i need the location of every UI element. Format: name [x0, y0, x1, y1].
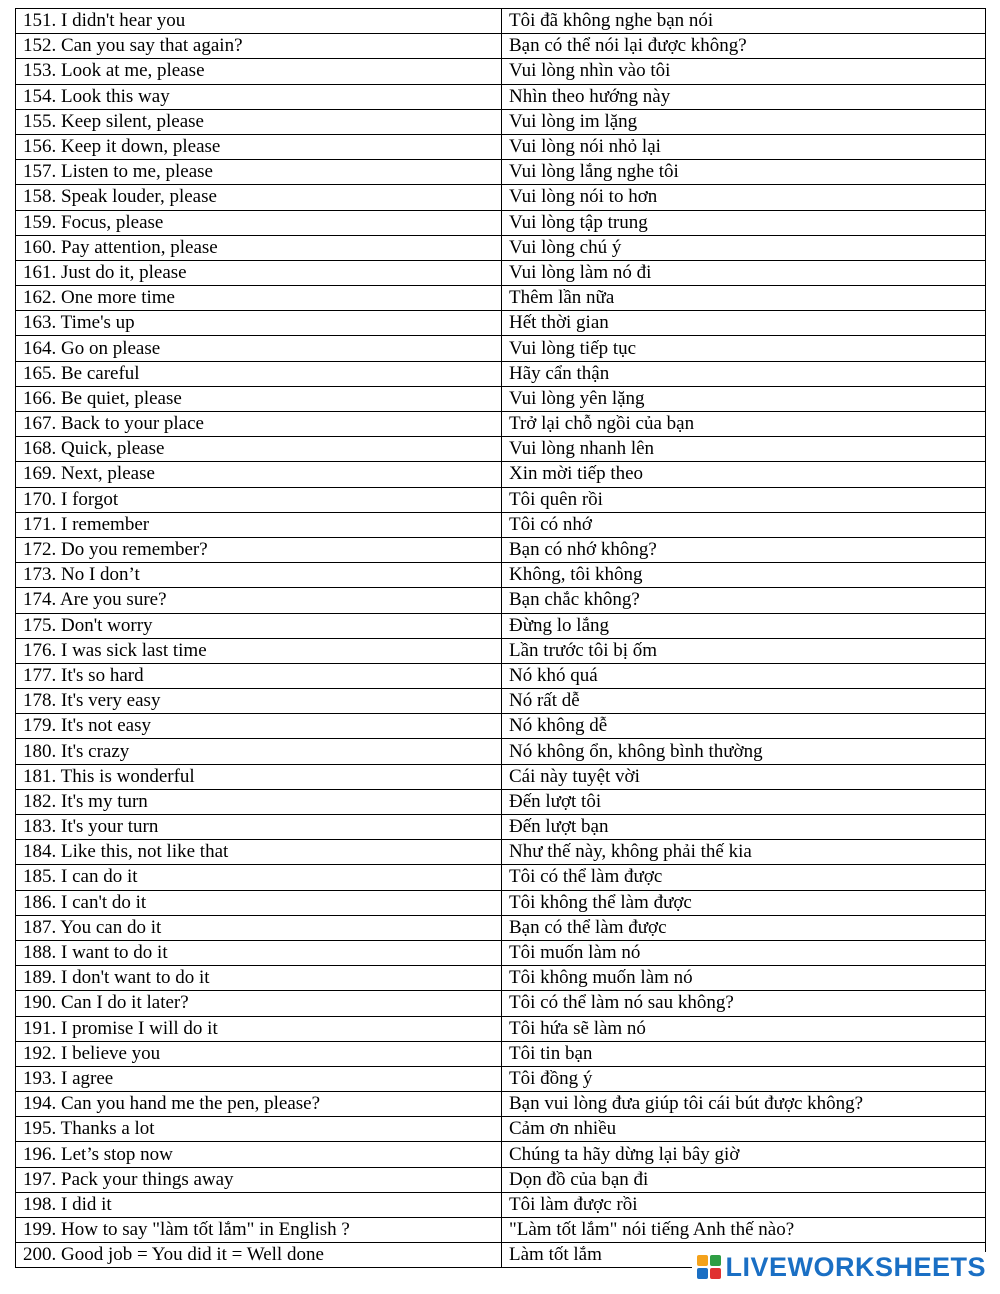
english-phrase: 167. Back to your place — [16, 412, 502, 437]
english-phrase: 185. I can do it — [16, 865, 502, 890]
table-row — [16, 1117, 986, 1142]
vietnamese-translation: Tôi không muốn làm nó — [502, 966, 986, 991]
english-phrase: 196. Let’s stop now — [16, 1142, 502, 1167]
english-phrase: 155. Keep silent, please — [16, 109, 502, 134]
table-row — [16, 109, 986, 134]
vietnamese-translation: Nó rất dễ — [502, 689, 986, 714]
vietnamese-translation: Tôi đồng ý — [502, 1066, 986, 1091]
table-row — [16, 1142, 986, 1167]
table-row — [16, 160, 986, 185]
liveworksheets-logo — [692, 1252, 986, 1282]
vietnamese-translation: Thêm lần nữa — [502, 286, 986, 311]
english-phrase: 182. It's my turn — [16, 789, 502, 814]
english-phrase: 165. Be careful — [16, 361, 502, 386]
table-row — [16, 311, 986, 336]
vietnamese-translation: Vui lòng im lặng — [502, 109, 986, 134]
vietnamese-translation: Vui lòng tập trung — [502, 210, 986, 235]
vietnamese-translation: Tôi có thể làm nó sau không? — [502, 991, 986, 1016]
english-phrase: 189. I don't want to do it — [16, 966, 502, 991]
vietnamese-translation: Tôi đã không nghe bạn nói — [502, 9, 986, 34]
vietnamese-translation: Trở lại chỗ ngồi của bạn — [502, 412, 986, 437]
table-row — [16, 210, 986, 235]
table-row — [16, 915, 986, 940]
table-row — [16, 563, 986, 588]
table-row — [16, 789, 986, 814]
english-phrase: 190. Can I do it later? — [16, 991, 502, 1016]
liveworksheets-logo-text: LIVEWORKSHEETS — [725, 1252, 986, 1282]
english-phrase: 186. I can't do it — [16, 890, 502, 915]
english-phrase: 179. It's not easy — [16, 714, 502, 739]
table-row — [16, 739, 986, 764]
vietnamese-translation: Làm tốt lắm — [502, 1243, 986, 1268]
english-phrase: 160. Pay attention, please — [16, 235, 502, 260]
table-row — [16, 689, 986, 714]
english-phrase: 161. Just do it, please — [16, 260, 502, 285]
table-row — [16, 34, 986, 59]
table-row — [16, 890, 986, 915]
english-phrase: 191. I promise I will do it — [16, 1016, 502, 1041]
table-row — [16, 462, 986, 487]
vietnamese-translation: Nó không dễ — [502, 714, 986, 739]
vietnamese-translation: Nhìn theo hướng này — [502, 84, 986, 109]
liveworksheets-logo-icon — [696, 1254, 722, 1280]
vietnamese-translation: Tôi tin bạn — [502, 1041, 986, 1066]
table-row — [16, 940, 986, 965]
table-row — [16, 966, 986, 991]
table-row — [16, 286, 986, 311]
vietnamese-translation: Tôi không thể làm được — [502, 890, 986, 915]
table-row — [16, 260, 986, 285]
vietnamese-translation: Tôi có thể làm được — [502, 865, 986, 890]
english-phrase: 184. Like this, not like that — [16, 840, 502, 865]
english-phrase: 181. This is wonderful — [16, 764, 502, 789]
table-row — [16, 815, 986, 840]
vietnamese-translation: Cái này tuyệt vời — [502, 764, 986, 789]
table-row — [16, 185, 986, 210]
vietnamese-translation: Hãy cẩn thận — [502, 361, 986, 386]
table-row — [16, 487, 986, 512]
vietnamese-translation: Bạn có thể làm được — [502, 915, 986, 940]
vietnamese-translation: Tôi có nhớ — [502, 512, 986, 537]
vietnamese-translation: Tôi quên rồi — [502, 487, 986, 512]
table-row — [16, 386, 986, 411]
english-phrase: 178. It's very easy — [16, 689, 502, 714]
vietnamese-translation: Vui lòng làm nó đi — [502, 260, 986, 285]
vietnamese-translation: Bạn có thể nói lại được không? — [502, 34, 986, 59]
table-row — [16, 613, 986, 638]
english-phrase: 152. Can you say that again? — [16, 34, 502, 59]
vietnamese-translation: Xin mời tiếp theo — [502, 462, 986, 487]
english-phrase: 177. It's so hard — [16, 663, 502, 688]
vietnamese-translation: Vui lòng nhìn vào tôi — [502, 59, 986, 84]
english-phrase: 192. I believe you — [16, 1041, 502, 1066]
vietnamese-translation: Vui lòng nói nhỏ lại — [502, 134, 986, 159]
english-phrase: 157. Listen to me, please — [16, 160, 502, 185]
table-row — [16, 1218, 986, 1243]
table-row — [16, 9, 986, 34]
vietnamese-translation: Đến lượt bạn — [502, 815, 986, 840]
vietnamese-translation: Vui lòng tiếp tục — [502, 336, 986, 361]
table-row — [16, 1016, 986, 1041]
table-row — [16, 714, 986, 739]
english-phrase: 162. One more time — [16, 286, 502, 311]
english-phrase: 169. Next, please — [16, 462, 502, 487]
english-phrase: 164. Go on please — [16, 336, 502, 361]
vietnamese-translation: Vui lòng lắng nghe tôi — [502, 160, 986, 185]
vietnamese-translation: Vui lòng chú ý — [502, 235, 986, 260]
english-phrase: 180. It's crazy — [16, 739, 502, 764]
english-phrase: 175. Don't worry — [16, 613, 502, 638]
vietnamese-translation: Bạn chắc không? — [502, 588, 986, 613]
english-phrase: 153. Look at me, please — [16, 59, 502, 84]
table-row — [16, 537, 986, 562]
english-phrase: 195. Thanks a lot — [16, 1117, 502, 1142]
english-phrase: 159. Focus, please — [16, 210, 502, 235]
table-row — [16, 412, 986, 437]
english-phrase: 171. I remember — [16, 512, 502, 537]
english-phrase: 183. It's your turn — [16, 815, 502, 840]
table-row — [16, 865, 986, 890]
vietnamese-translation: Vui lòng nói to hơn — [502, 185, 986, 210]
vietnamese-translation: Lần trước tôi bị ốm — [502, 638, 986, 663]
table-row — [16, 134, 986, 159]
vietnamese-translation: Tôi làm được rồi — [502, 1192, 986, 1217]
vietnamese-translation: Tôi muốn làm nó — [502, 940, 986, 965]
table-row — [16, 764, 986, 789]
phrase-table-body — [16, 9, 986, 1268]
english-phrase: 173. No I don’t — [16, 563, 502, 588]
english-phrase: 158. Speak louder, please — [16, 185, 502, 210]
english-phrase: 166. Be quiet, please — [16, 386, 502, 411]
table-row — [16, 1192, 986, 1217]
english-phrase: 174. Are you sure? — [16, 588, 502, 613]
vietnamese-translation: Như thế này, không phải thế kia — [502, 840, 986, 865]
english-phrase: 172. Do you remember? — [16, 537, 502, 562]
english-phrase: 200. Good job = You did it = Well done — [16, 1243, 502, 1268]
english-phrase: 199. How to say "làm tốt lắm" in English ? — [16, 1218, 502, 1243]
table-row — [16, 588, 986, 613]
vietnamese-translation: Chúng ta hãy dừng lại bây giờ — [502, 1142, 986, 1167]
table-row — [16, 1041, 986, 1066]
vietnamese-translation: Đến lượt tôi — [502, 789, 986, 814]
table-row — [16, 1066, 986, 1091]
table-row — [16, 437, 986, 462]
vietnamese-translation: Dọn đồ của bạn đi — [502, 1167, 986, 1192]
english-phrase: 154. Look this way — [16, 84, 502, 109]
english-phrase: 188. I want to do it — [16, 940, 502, 965]
vietnamese-translation: Bạn vui lòng đưa giúp tôi cái bút được không? — [502, 1092, 986, 1117]
english-phrase: 151. I didn't hear you — [16, 9, 502, 34]
table-row — [16, 512, 986, 537]
vietnamese-translation: Vui lòng nhanh lên — [502, 437, 986, 462]
vietnamese-translation: Nó khó quá — [502, 663, 986, 688]
vietnamese-translation: Nó không ổn, không bình thường — [502, 739, 986, 764]
vietnamese-translation: Vui lòng yên lặng — [502, 386, 986, 411]
english-phrase: 176. I was sick last time — [16, 638, 502, 663]
english-phrase: 198. I did it — [16, 1192, 502, 1217]
vietnamese-translation: Cảm ơn nhiều — [502, 1117, 986, 1142]
english-phrase: 163. Time's up — [16, 311, 502, 336]
vietnamese-translation: Đừng lo lắng — [502, 613, 986, 638]
table-row — [16, 336, 986, 361]
english-phrase: 156. Keep it down, please — [16, 134, 502, 159]
english-phrase: 193. I agree — [16, 1066, 502, 1091]
table-row — [16, 991, 986, 1016]
table-row — [16, 1092, 986, 1117]
phrase-table — [15, 8, 986, 1268]
table-row — [16, 361, 986, 386]
english-phrase: 197. Pack your things away — [16, 1167, 502, 1192]
vietnamese-translation: Hết thời gian — [502, 311, 986, 336]
table-row — [16, 638, 986, 663]
vietnamese-translation: Bạn có nhớ không? — [502, 537, 986, 562]
table-row — [16, 1167, 986, 1192]
vietnamese-translation: Tôi hứa sẽ làm nó — [502, 1016, 986, 1041]
table-row — [16, 235, 986, 260]
english-phrase: 170. I forgot — [16, 487, 502, 512]
table-row — [16, 59, 986, 84]
vietnamese-translation: Không, tôi không — [502, 563, 986, 588]
table-row — [16, 840, 986, 865]
english-phrase: 168. Quick, please — [16, 437, 502, 462]
vietnamese-translation: "Làm tốt lắm" nói tiếng Anh thế nào? — [502, 1218, 986, 1243]
english-phrase: 194. Can you hand me the pen, please? — [16, 1092, 502, 1117]
table-row — [16, 84, 986, 109]
table-row — [16, 663, 986, 688]
english-phrase: 187. You can do it — [16, 915, 502, 940]
